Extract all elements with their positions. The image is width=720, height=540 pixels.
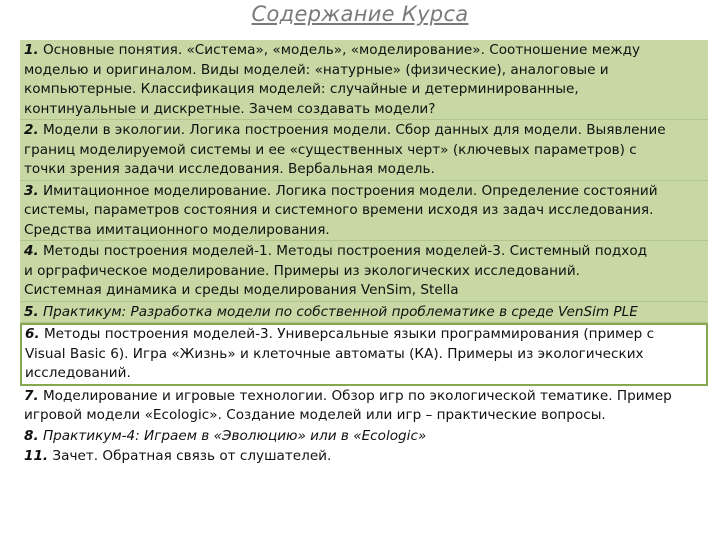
topic-line — [24, 41, 704, 61]
course-topic-6-highlighted — [20, 323, 708, 386]
course-topic-8 — [20, 426, 708, 447]
topic-line: Системная динамика и среды моделирования VenSim, Stella — [24, 282, 459, 298]
page-title: Содержание Курса — [251, 2, 469, 26]
course-topic-11 — [20, 446, 708, 467]
topic-line — [24, 447, 704, 467]
topic-line — [24, 387, 704, 407]
topic-number: 2. — [24, 122, 39, 138]
course-topic-4 — [20, 241, 708, 302]
course-topic-5 — [20, 302, 708, 324]
topic-line — [24, 182, 704, 202]
topic-number: 11. — [24, 448, 49, 464]
topic-line: Visual Basic 6). Игра «Жизнь» и клеточные автоматы (КА). Примеры из экологических — [25, 345, 644, 362]
topic-line: Средства имитационного моделирования. — [24, 221, 330, 238]
topic-line: компьютерные. Классификация моделей: случайные и детерминированные, — [24, 81, 579, 97]
topic-number: 6. — [25, 326, 40, 342]
topic-line: и орграфическое моделирование. Примеры из экологических исследований. — [24, 262, 581, 279]
topic-text: Практикум: Разработка модели по собственной проблематике в среде VenSim PLE — [38, 303, 638, 320]
topic-line: системы, параметров состояния и системного времени исходя из задач исследования. — [24, 202, 654, 218]
topic-number: 1. — [24, 42, 39, 58]
topic-number: 8. — [24, 427, 39, 444]
topic-text: Практикум-4: Играем в «Эволюцию» или в «Ecologic» — [38, 427, 427, 444]
course-topic-7 — [20, 386, 708, 426]
topic-text: Методы построения моделей-1. Методы построения моделей-3. Системный подход — [38, 243, 648, 259]
topic-text: Основные понятия. «Система», «модель», «моделирование». Соотношение между — [38, 42, 641, 58]
topic-text: Моделирование и игровые технологии. Обзор игр по экологической тематике. Пример — [38, 387, 672, 404]
topic-line: границ моделируемой системы и ее «существенных черт» (ключевых параметров) с — [24, 141, 637, 158]
topic-line: континуальные и дискретные. Зачем создавать модели? — [24, 100, 436, 117]
topic-number: 4. — [24, 243, 39, 259]
topic-line — [24, 427, 704, 447]
course-topic-1 — [20, 40, 708, 120]
course-topic-2 — [20, 120, 708, 181]
topic-line: исследований. — [25, 365, 131, 381]
topic-line: игровой модели «Ecologic». Создание моделей или игр – практические вопросы. — [24, 407, 606, 423]
topic-line — [25, 325, 703, 345]
topic-text: Методы построения моделей-3. Универсальные языки программирования (пример с — [39, 326, 655, 342]
topic-line: точки зрения задачи исследования. Вербальная модель. — [24, 161, 435, 177]
topic-number: 7. — [24, 387, 39, 404]
topic-line — [24, 121, 704, 141]
topic-line — [24, 303, 704, 323]
topic-number: 5. — [24, 303, 39, 320]
course-list — [20, 40, 708, 467]
topic-text: Зачет. Обратная связь от слушателей. — [48, 448, 332, 464]
topic-text: Имитационное моделирование. Логика построения модели. Определение состояний — [38, 182, 658, 199]
topic-line: моделью и оригиналом. Виды моделей: «натурные» (физические), аналоговые и — [24, 61, 609, 78]
course-topic-3 — [20, 181, 708, 242]
topic-number: 3. — [24, 182, 39, 199]
topic-text: Модели в экологии. Логика построения модели. Сбор данных для модели. Выявление — [38, 122, 666, 138]
topic-line — [24, 242, 704, 262]
